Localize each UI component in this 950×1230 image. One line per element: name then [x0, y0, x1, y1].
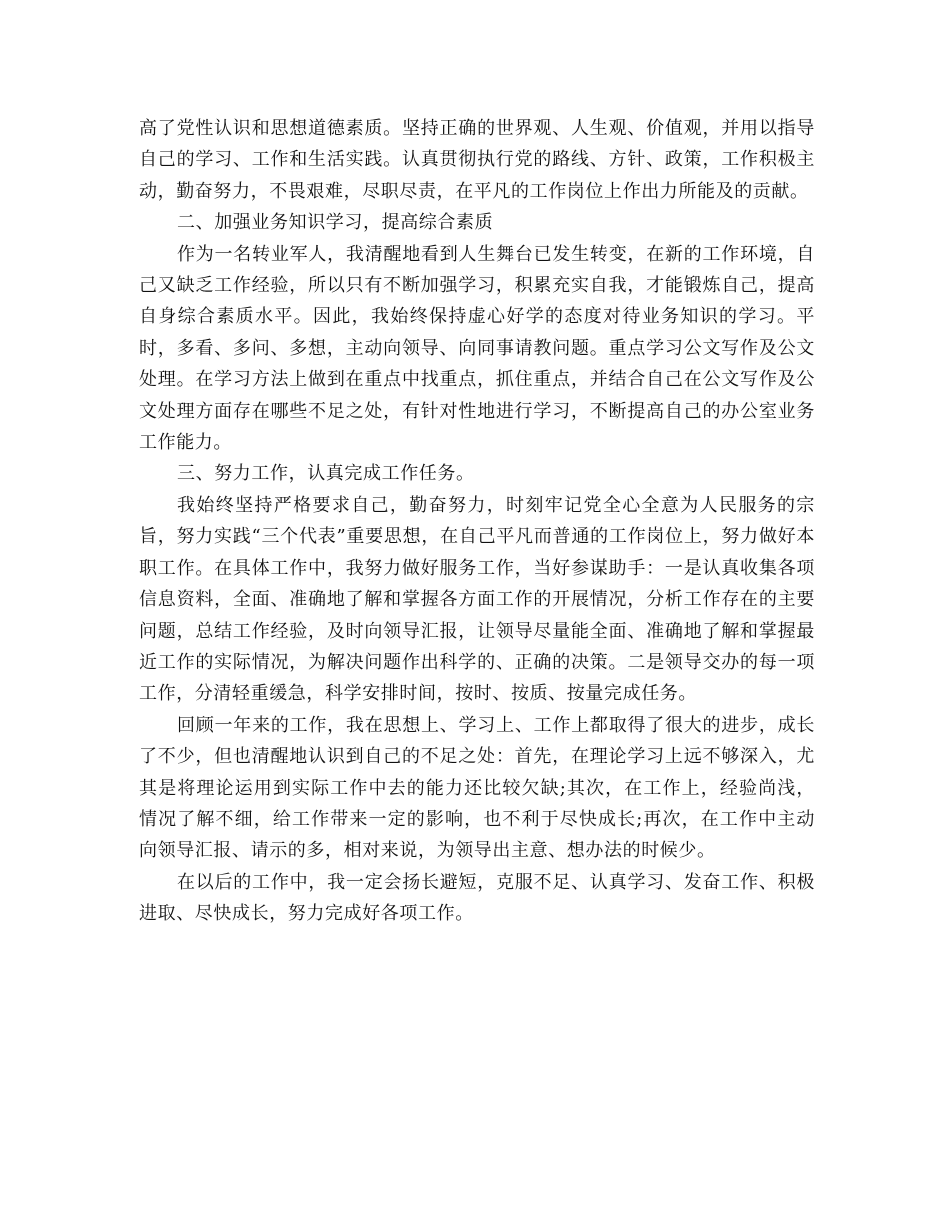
- paragraph-conclusion: 在以后的工作中，我一定会扬长避短，克服不足、认真学习、发奋工作、积极进取、尽快成长，努力完成好各项工作。: [139, 871, 815, 925]
- document-body: [139, 113, 815, 930]
- paragraph-review: 回顾一年来的工作，我在思想上、学习上、工作上都取得了很大的进步，成长了不少，但也清醒地认识到自己的不足之处：首先，在理论学习上远不够深入，尤其是将理论运用到实际工作中去的能力还比较欠缺;其次，在工作上，经验尚浅，情况了解不细，给工作带来一定的影响，也不利于尽快成长;再次，在工作中主动向领导汇报、请示的多，相对来说，为领导出主意、想办法的时候少。: [139, 714, 815, 862]
- section-heading-3: 三、努力工作，认真完成工作任务。: [177, 463, 475, 485]
- paragraph-study: 作为一名转业军人，我清醒地看到人生舞台已发生转变，在新的工作环境，自己又缺乏工作经验，所以只有不断加强学习，积累充实自我，才能锻炼自己，提高自身综合素质水平。因此，我始终保持虚心好学的态度对待业务知识的学习。平时，多看、多问、多想，主动向领导、向同事请教问题。重点学习公文写作及公文处理。在学习方法上做到在重点中找重点，抓住重点，并结合自己在公文写作及公文处理方面存在哪些不足之处，有针对性地进行学习，不断提高自己的办公室业务工作能力。: [139, 243, 815, 454]
- paragraph-work: 我始终坚持严格要求自己，勤奋努力，时刻牢记党全心全意为人民服务的宗旨，努力实践“三个代表”重要思想，在自己平凡而普通的工作岗位上，努力做好本职工作。在具体工作中，我努力做好服务工作，当好参谋助手：一是认真收集各项信息资料，全面、准确地了解和掌握各方面工作的开展情况，分析工作存在的主要问题，总结工作经验，及时向领导汇报，让领导尽量能全面、准确地了解和掌握最近工作的实际情况，为解决问题作出科学的、正确的决策。二是领导交办的每一项工作，分清轻重缓急，科学安排时间，按时、按质、按量完成任务。: [139, 494, 815, 705]
- section-heading-2: 二、加强业务知识学习，提高综合素质: [177, 212, 494, 234]
- paragraph-continuation: 高了党性认识和思想道德素质。坚持正确的世界观、人生观、价值观，并用以指导自己的学习、工作和生活实践。认真贯彻执行党的路线、方针、政策，工作积极主动，勤奋努力，不畏艰难，尽职尽责，在平凡的工作岗位上作出力所能及的贡献。: [139, 118, 815, 202]
